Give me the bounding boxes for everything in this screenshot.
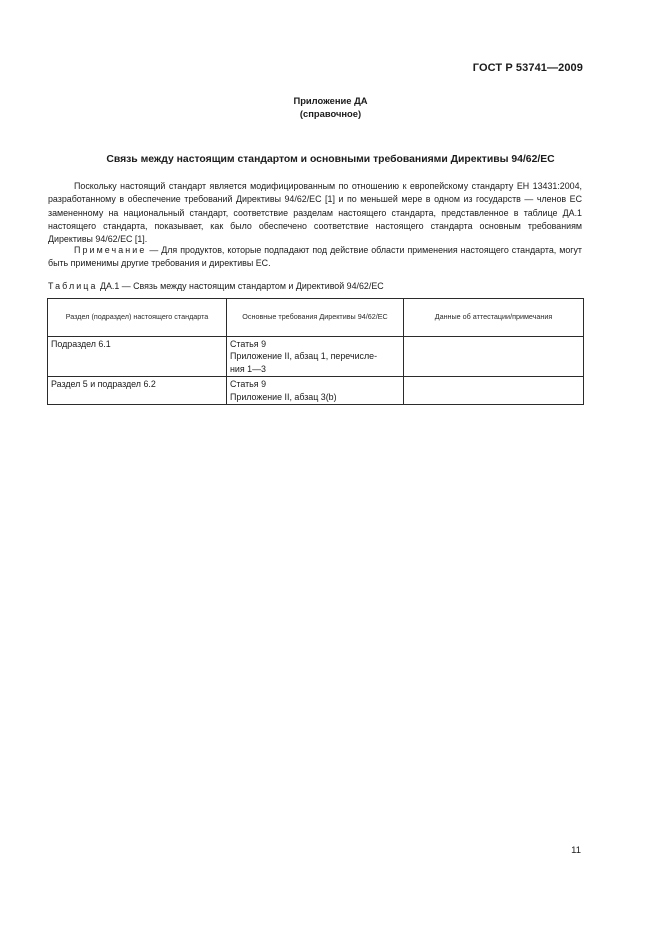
cell-section: Раздел 5 и подраздел 6.2 [48, 377, 227, 405]
document-number: ГОСТ Р 53741—2009 [472, 62, 583, 74]
cell-requirements [227, 377, 404, 405]
cell-notes [404, 337, 584, 377]
note-paragraph [48, 244, 582, 271]
requirement-line: Статья 9 [230, 339, 267, 349]
column-header-requirements: Основные требования Директивы 94/62/ЕС [227, 299, 404, 337]
column-header-notes: Данные об аттестации/примечания [404, 299, 584, 337]
table-caption [48, 280, 384, 292]
table-header-row [48, 299, 584, 337]
appendix-heading [0, 94, 661, 120]
cell-notes [404, 377, 584, 405]
appendix-subtitle: (справочное) [299, 108, 362, 119]
cell-section: Подраздел 6.1 [48, 337, 227, 377]
requirement-line: ния 1—3 [230, 363, 266, 374]
body-paragraph: Поскольку настоящий стандарт является модифицированным по отношению к европейскому стандарту ЕН 13431:2004, разработанному в обеспечение требований Директивы 94/62/ЕС [1] и по меньшей мере в одном из государств — членов ЕС замененному на национальный стандарт, соответствие разделам настоящего стандарта, представленное в таблице ДА.1 настоящего стандарта, показывает, как было обеспечено соответствие настоящего стандарта основным требованиям Директивы 94/62/ЕС [1]. [48, 181, 582, 245]
section-heading: Связь между настоящим стандартом и основными требованиями Директивы 94/62/ЕС [106, 154, 555, 165]
requirement-line: Статья 9 [230, 379, 267, 390]
page-number: 11 [571, 845, 581, 856]
appendix-title: Приложение ДА [293, 95, 368, 106]
correspondence-table [47, 298, 584, 405]
table-caption-text: ДА.1 — Связь между настоящим стандартом и Директивой 94/62/ЕС [97, 281, 384, 291]
requirement-line: Приложение II, абзац 3(b) [230, 391, 337, 402]
table-row [48, 377, 584, 405]
table-row [48, 337, 584, 377]
note-label: Примечание [74, 245, 147, 255]
column-header-section: Раздел (подраздел) настоящего стандарта [48, 299, 227, 337]
note-text: — Для продуктов, которые подпадают под действие области применения настоящего стандарта, могут быть применимы другие требования и директивы ЕС. [48, 245, 582, 269]
table-caption-label: Таблица [48, 281, 98, 291]
requirement-line: Приложение II, абзац 1, перечисле- [230, 351, 378, 362]
cell-requirements [227, 337, 404, 377]
